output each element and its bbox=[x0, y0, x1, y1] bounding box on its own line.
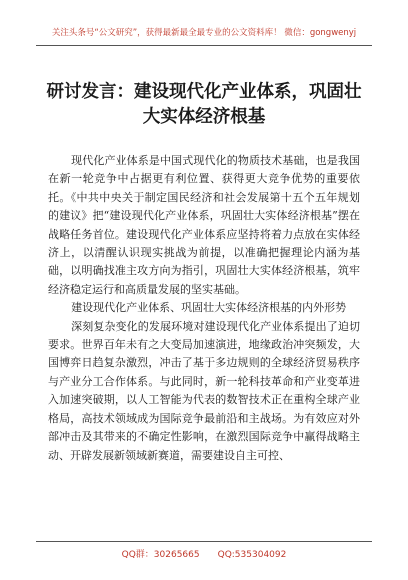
paragraph-body: 深刻复杂变化的发展环境对建设现代化产业体系提出了迫切要求。世界百年未有之大变局加速演进，地缘政治冲突频发，大国博弈日趋复杂激烈，冲击了基于多边规则的全球经济贸易秩序与产业分工合作体系。与此同时，新一轮科技革命和产业变革进入加速突破期，以人工智能为代表的数智技术正在重构全球产业格局，高技术领域成为国际竞争最前沿和主战场。为有效应对外部冲击及其带来的不确定性影响，在激烈国际竞争中赢得战略主动、开辟发展新领域新赛道，需要建设自主可控、 bbox=[48, 319, 360, 462]
footer-divider bbox=[36, 541, 372, 542]
paragraph-intro: 现代化产业体系是中国式现代化的物质技术基础，也是我国在新一轮竞争中占据更有利位置、获得更大竞争优势的重要依托。《中共中央关于制定国民经济和社会发展第十五个五年规划的建议》把“建设现代化产业体系，巩固壮大实体经济根基”摆在战略任务首位。建设现代化产业体系应坚持将着力点放在实体经济上，以清醒认识现实挑战为前提，以准确把握理论内涵为基础，以明确找准主攻方向为指引，巩固壮大实体经济根基，筑牢经济稳定运行和高质量发展的坚实基础。 bbox=[48, 154, 360, 296]
footer-qq-number: QQ:535304092 bbox=[217, 550, 287, 560]
footer-contact bbox=[0, 547, 408, 560]
section-heading: 建设现代化产业体系、巩固壮大实体经济根基的内外形势 bbox=[71, 301, 347, 315]
header-note: 关注头条号“公文研究”，获得最新最全最专业的公文资料库！ 微信：gongwenyj bbox=[51, 28, 357, 38]
header-divider bbox=[36, 45, 372, 46]
document-body bbox=[48, 152, 360, 465]
document-title: 研讨发言：建设现代化产业体系，巩固壮大实体经济根基 bbox=[46, 82, 362, 127]
footer-qq-group: QQ群：30265665 bbox=[121, 550, 200, 560]
